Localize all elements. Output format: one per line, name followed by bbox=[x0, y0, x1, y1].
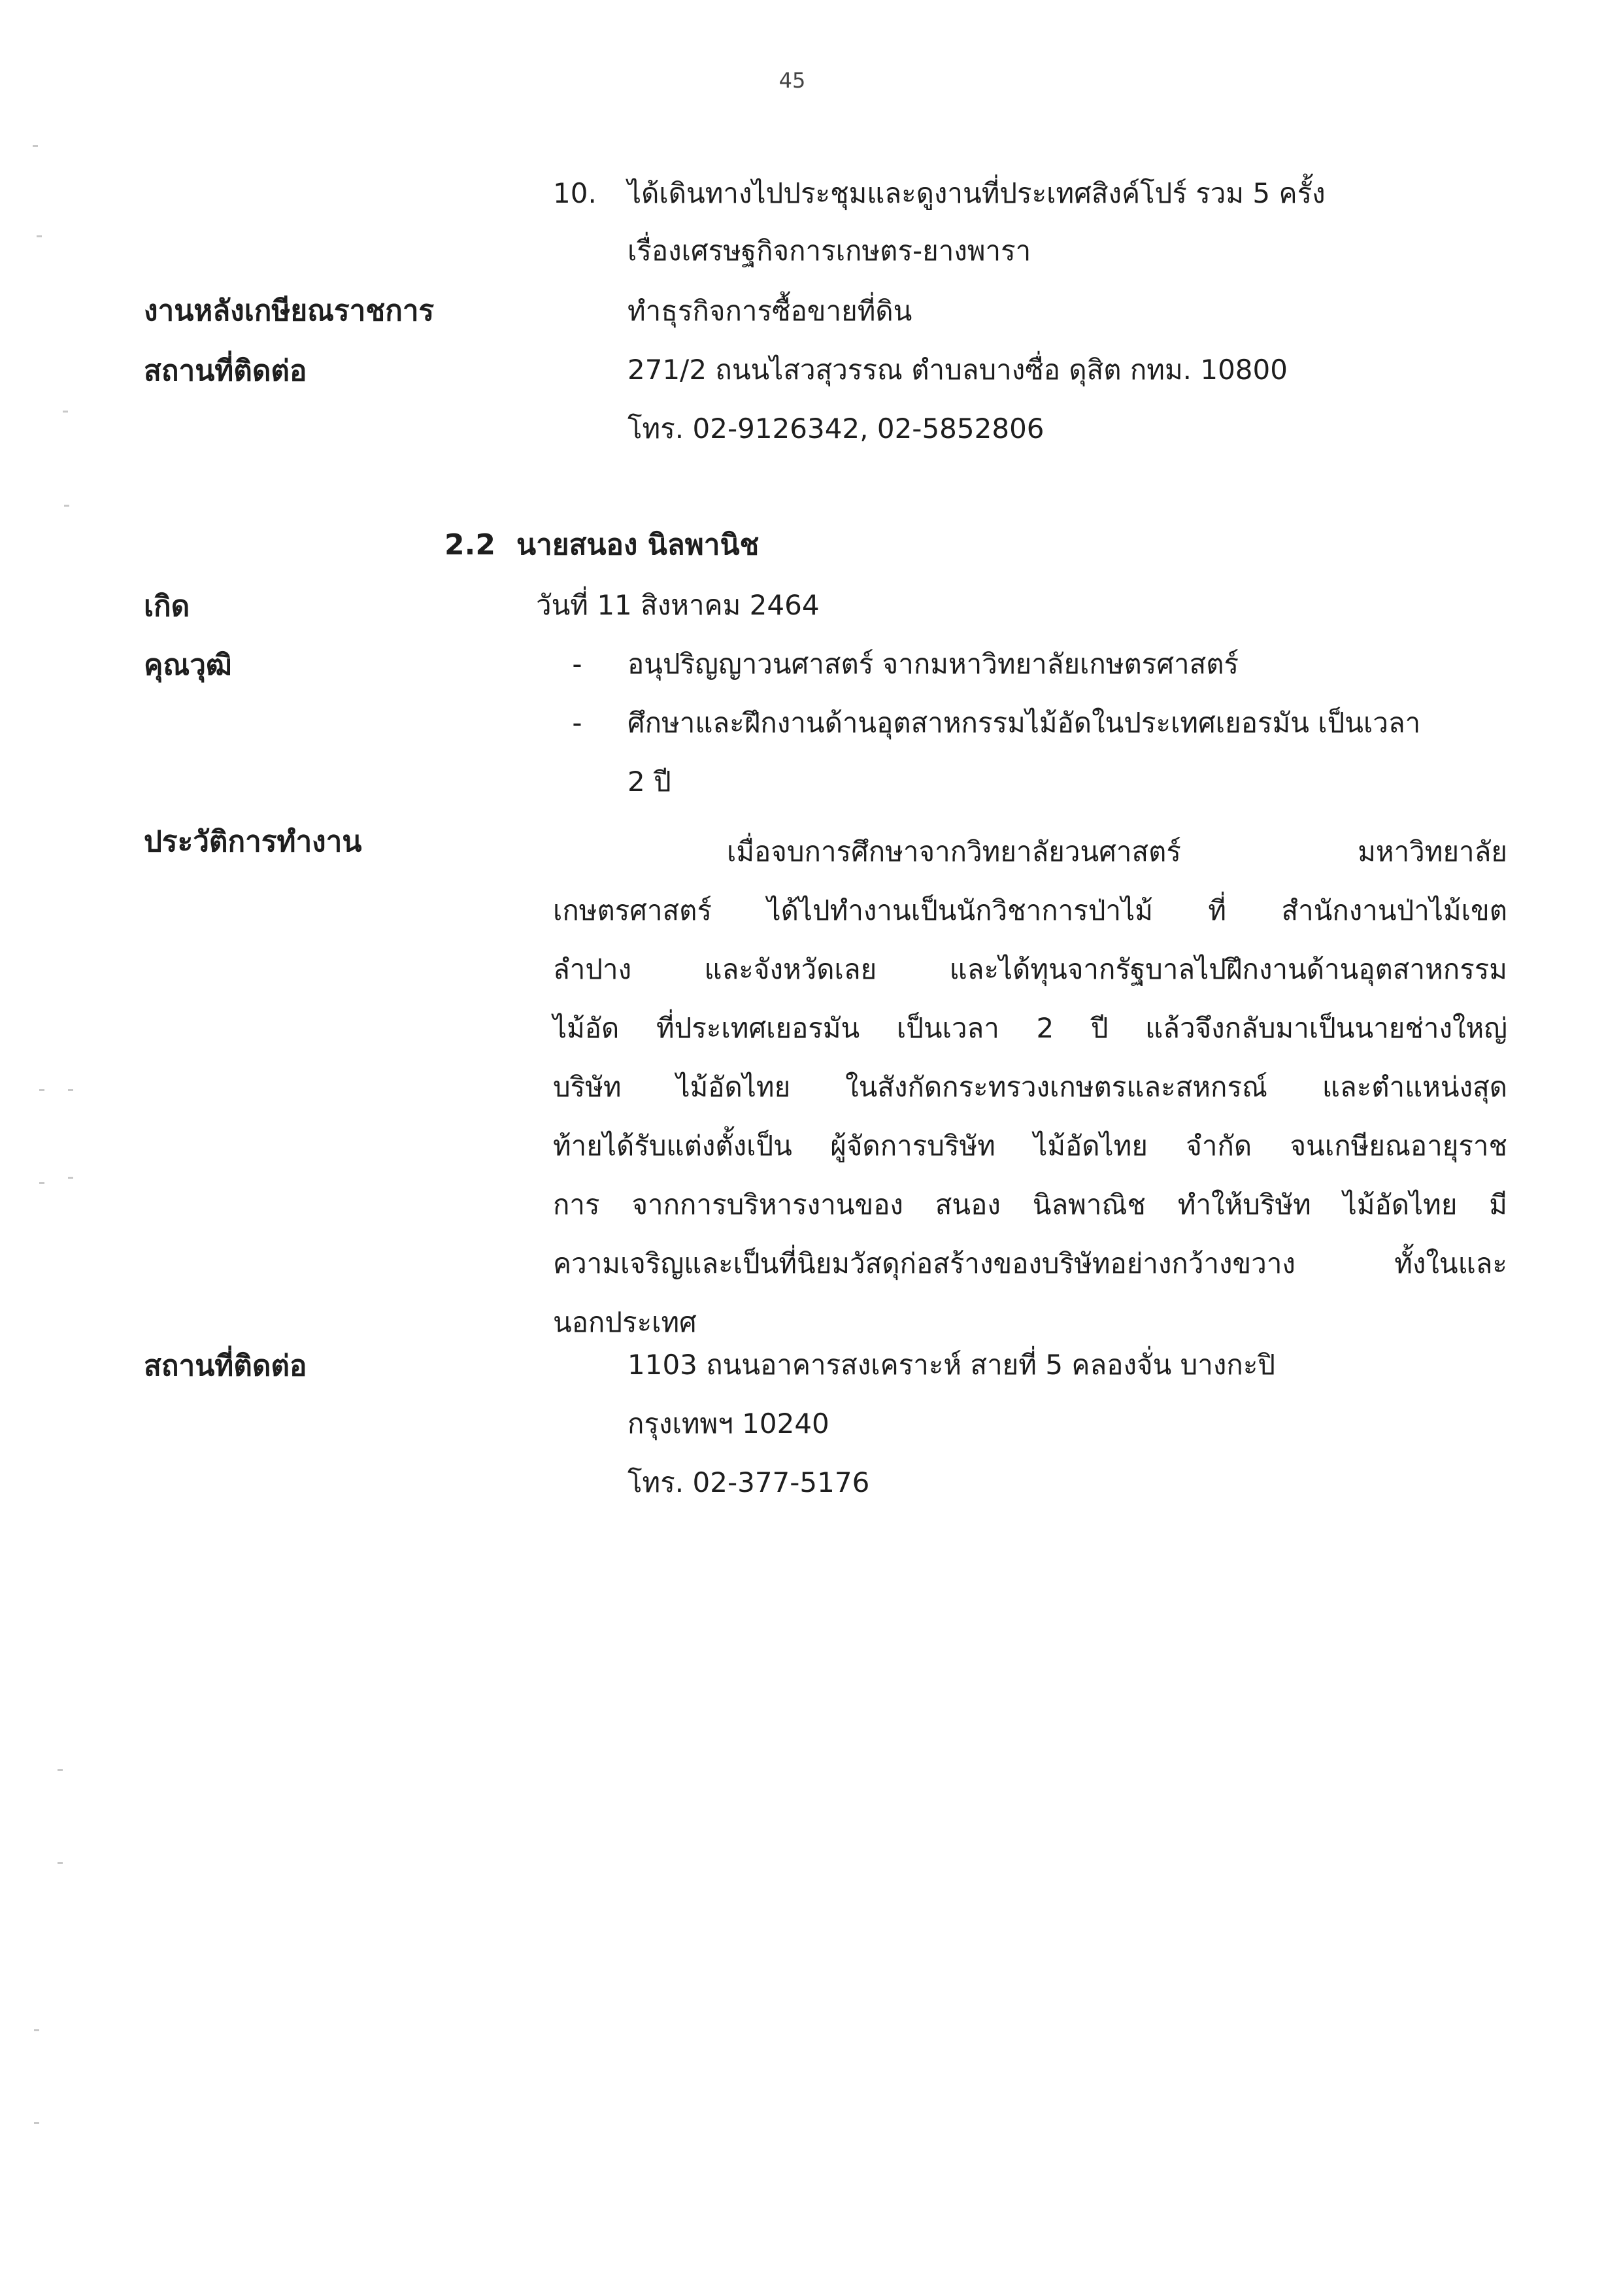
contact-address: 1103 ถนนอาคารสงเคราะห์ สายที่ 5 คลองจั่น บางกะปิ bbox=[627, 1349, 1276, 1381]
list-item-text: ได้เดินทางไปประชุมและดูงานที่ประเทศสิงค์โปร์ รวม 5 ครั้ง bbox=[627, 177, 1326, 209]
list-item-number: 10. bbox=[553, 177, 597, 209]
scan-speck bbox=[39, 1182, 44, 1184]
scan-speck bbox=[34, 2029, 39, 2031]
paragraph-line: ท้ายได้รับแต่งตั้งเป็น ผู้จัดการบริษัท ไม้อัดไทย จำกัด จนเกษียณอายุราช bbox=[553, 1130, 1507, 1162]
qualification-bullet: - bbox=[572, 707, 582, 739]
paragraph-line: ความเจริญและเป็นที่นิยมวัสดุก่อสร้างของบริษัทอย่างกว้างขวาง ทั้งในและ bbox=[553, 1247, 1507, 1279]
qualification-bullet: - bbox=[572, 648, 582, 680]
qualification-text: ศึกษาและฝึกงานด้านอุตสาหกรรมไม้อัดในประเทศเยอรมัน เป็นเวลา bbox=[627, 707, 1421, 739]
post-retirement-value: ทำธุรกิจการซื้อขายที่ดิน bbox=[627, 295, 912, 327]
scan-speck bbox=[68, 1089, 73, 1091]
paragraph-line: ลำปาง และจังหวัดเลย และได้ทุนจากรัฐบาลไปฝึกงานด้านอุตสาหกรรม bbox=[553, 953, 1507, 985]
contact-address: 271/2 ถนนไสวสุวรรณ ตำบลบางซื่อ ดุสิต กทม. 10800 bbox=[627, 354, 1288, 386]
scan-speck bbox=[37, 235, 42, 237]
scan-speck bbox=[39, 1089, 44, 1091]
paragraph-line: บริษัท ไม้อัดไทย ในสังกัดกระทรวงเกษตรและสหกรณ์ และตำแหน่งสุด bbox=[553, 1071, 1507, 1103]
contact-phone: โทร. 02-377-5176 bbox=[627, 1466, 870, 1498]
contact-label: สถานที่ติดต่อ bbox=[144, 354, 307, 388]
work-history-label: ประวัติการทำงาน bbox=[144, 825, 362, 858]
qualification-label: คุณวุฒิ bbox=[144, 649, 232, 682]
scan-speck bbox=[58, 1862, 63, 1864]
born-label: เกิด bbox=[144, 590, 190, 623]
section-number: 2.2 bbox=[444, 528, 495, 562]
contact-phone: โทร. 02-9126342, 02-5852806 bbox=[627, 413, 1044, 445]
paragraph-line: เกษตรศาสตร์ ได้ไปทำงานเป็นนักวิชาการป่าไม้ ที่ สำนักงานป่าไม้เขต bbox=[553, 894, 1507, 926]
paragraph-line: นอกประเทศ bbox=[553, 1306, 697, 1338]
list-item-text-continued: เรื่องเศรษฐกิจการเกษตร-ยางพารา bbox=[627, 235, 1031, 267]
paragraph-line: การ จากการบริหารงานของ สนอง นิลพาณิช ทำให้บริษัท ไม้อัดไทย มี bbox=[553, 1189, 1507, 1221]
qualification-text-continued: 2 ปี bbox=[627, 766, 671, 798]
contact-address-continued: กรุงเทพฯ 10240 bbox=[627, 1408, 829, 1440]
born-value: วันที่ 11 สิงหาคม 2464 bbox=[536, 589, 820, 621]
scan-speck bbox=[34, 2122, 39, 2124]
scan-speck bbox=[58, 1769, 63, 1771]
post-retirement-label: งานหลังเกษียณราชการ bbox=[144, 294, 435, 328]
paragraph-line: เมื่อจบการศึกษาจากวิทยาลัยวนศาสตร์ มหาวิทยาลัย bbox=[727, 836, 1507, 868]
work-history-paragraph bbox=[553, 822, 1507, 1352]
qualification-text: อนุปริญญาวนศาสตร์ จากมหาวิทยาลัยเกษตรศาสตร์ bbox=[627, 648, 1239, 680]
scan-speck bbox=[33, 145, 38, 147]
section-title: นายสนอง นิลพานิช bbox=[516, 528, 760, 562]
scan-speck bbox=[68, 1177, 73, 1179]
scan-speck bbox=[63, 411, 68, 413]
page-number: 45 bbox=[778, 68, 806, 93]
paragraph-line: ไม้อัด ที่ประเทศเยอรมัน เป็นเวลา 2 ปี แล้วจึงกลับมาเป็นนายช่างใหญ่ bbox=[553, 1012, 1507, 1044]
scan-speck bbox=[64, 505, 69, 507]
contact-label: สถานที่ติดต่อ bbox=[144, 1349, 307, 1383]
